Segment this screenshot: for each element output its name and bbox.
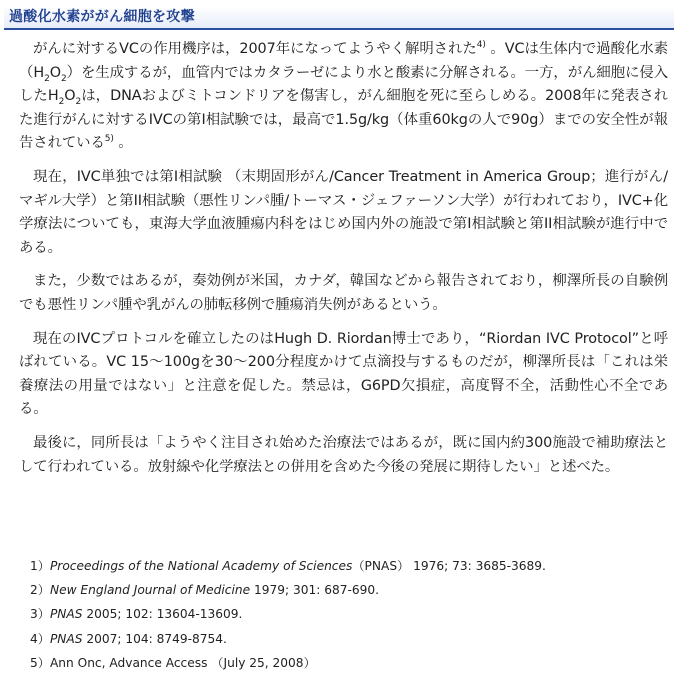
p1-text-g: 。 [113,135,133,152]
subscript-2: 2 [58,97,65,108]
reference-number: 2） [30,583,50,598]
p1-text-c: O [49,64,61,81]
reference-list [30,554,670,675]
article-body [0,30,678,479]
reference-item [30,554,670,578]
article-page [0,6,678,673]
section-title: 過酸化水素ががん細胞を攻撃 [9,9,195,25]
reference-superscript-5: 5) [104,134,114,145]
p1-text-d: ）を生成するが，血管内ではカタラーゼにより水と酸素に分解される。一方，がん細胞に侵入したH [19,64,669,105]
paragraph-conclusion: 最後に，同所長は「ようやく注目され始めた治療法ではあるが，既に国内約300施設で補助療法として行われている。放射線や化学療法との併用を含めた今後の発展に期待したい」と述べた。 [19,434,668,475]
reference-number: 1） [30,559,50,573]
p1-text-a: がんに対するVCの作用機序は，2007年になってようやく解明された [33,41,477,57]
reference-details: （PNAS） 1976; 73: 3685-3689. [352,559,546,573]
reference-superscript-4: 4) [476,40,486,51]
p1-text-e: O [64,88,76,105]
reference-journal: PNAS [49,631,83,646]
reference-details: Ann Onc, Advance Access （July 25, 2008） [49,655,316,670]
reference-details: 2005; 102: 13604-13609. [82,607,243,622]
reference-number: 4） [30,631,50,646]
section-header [4,6,674,30]
reference-item [30,651,670,675]
reference-details: 2007; 104: 8749-8754. [82,631,227,646]
paragraph-responses: また，少数ではあるが，奏効例が米国，カナダ，韓国などから報告されており，柳澤所長の自験例でも悪性リンパ腫や乳がんの肺転移例で腫瘍消失例があるという。 [19,273,668,313]
paragraph-mechanism [19,38,668,156]
reference-item [30,602,670,626]
reference-item [30,627,670,651]
subscript-2: 2 [60,73,67,84]
reference-number: 3） [30,607,50,622]
p1-text-f: は，DNAおよびミトコンドリアを傷害し，がん細胞を死に至らしめる。2008年に発表された進行がんに対するIVCの第Ⅰ相試験では，最高で1.5g/kg（体重60kgの人で90g）までの安全性が報告されている [19,88,668,152]
p1-text-b: 。VCは生体内で過酸化水素（H [19,41,669,81]
reference-journal: Proceedings of the National Academy of Sciences [49,559,353,573]
reference-number: 5） [30,655,50,670]
reference-item [30,578,670,602]
reference-journal: PNAS [49,607,83,622]
paragraph-trials: 現在，IVC単独では第Ⅰ相試験 （末期固形がん/Cancer Treatment in America Group；進行がん/マギル大学）と第II相試験（悪性リンパ腫/トーマス・ジェファーソン大学）が行われており，IVC+化学療法についても，東海大学血液腫瘍内科をはじめ国内外の施設で第Ⅰ相試験と第II相試験が進行中である。 [19,168,668,256]
reference-journal: New England Journal of Medicine [49,583,251,598]
subscript-2: 2 [75,97,82,108]
paragraph-protocol: 現在のIVCプロトコルを確立したのはHugh D. Riordan博士であり，“Riordan IVC Protocol”と呼ばれている。VC 15～100gを30～200分程度かけて点滴投与するものだが，柳澤所長は「これは栄養療法の用量ではない」と注意を促した。禁忌は，G6PD欠損症，高度腎不全，活動性心不全である。 [19,330,668,418]
subscript-2: 2 [44,73,50,84]
reference-details: 1979; 301: 687-690. [250,583,379,598]
